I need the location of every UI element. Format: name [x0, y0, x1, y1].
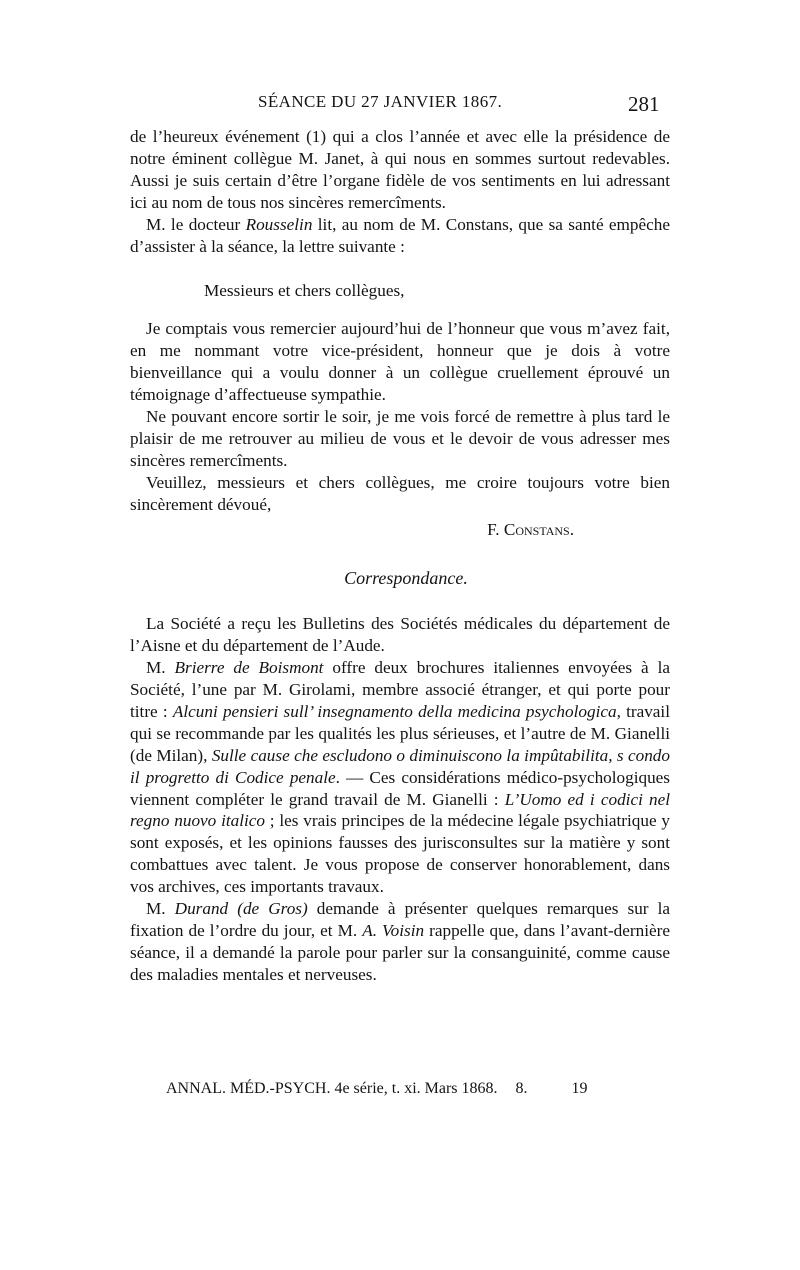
text: rappelle que, dans l’avant-dernière séance, il a demandé la parole pour parler sur la consanguinité, comme cause des maladies mentales et nerveuses.	[130, 921, 670, 984]
page-header	[0, 92, 800, 118]
journal-reference: ANNAL. MÉD.-PSYCH. 4e série, t. xi. Mars 1868.	[166, 1080, 498, 1097]
person-name: A. Voisin	[362, 921, 425, 940]
text: M. le docteur	[146, 214, 246, 234]
page-footer	[166, 1080, 588, 1098]
letter-paragraph-1: Je comptais vous remercier aujourd’hui de l’honneur que vous m’avez fait, en me nommant votre vice-président, honneur que je dois à votre bienveillance qui a voulu donner à un collègue cruellement éprouvé un témoignage d’affectueuse sympathie.	[130, 319, 670, 405]
page-body	[130, 126, 670, 986]
person-name: Durand	[174, 899, 229, 919]
text: lit, au nom de M. Constans, que sa santé empêche d’assister à la séance, la lettre suivante :	[130, 214, 670, 256]
letter-signature: F. Constans.	[487, 519, 574, 539]
letter-paragraph-2: Ne pouvant encore sortir le soir, je me vois forcé de remettre à plus tard le plaisir de me retrouver au milieu de vous et le devoir de vous adresser mes sincères remercîments.	[130, 406, 670, 470]
paragraph-rousselin	[130, 214, 670, 258]
text: ; les vrais principes de la médecine légale psychiatrique y sont exposés, et les opinions fausses des jurisconsultes sur la matière y sont combattues avec talent. Je vous propose de conserver honorablement, dans vos archives, ces importants travaux.	[130, 811, 671, 897]
running-head: SÉANCE DU 27 JANVIER 1867.	[258, 92, 503, 111]
paragraph-bulletins: La Société a reçu les Bulletins des Sociétés médicales du département de l’Aisne et du département de l’Aude.	[130, 614, 670, 656]
letter-salutation: Messieurs et chers collègues,	[204, 281, 405, 301]
person-name: Rousselin	[245, 214, 313, 234]
text: demande à présenter quelques remarques sur la fixation de l’ordre du jour, et M.	[130, 899, 670, 940]
person-name: Brierre de Boismont	[174, 658, 324, 678]
letter-paragraph-3: Veuillez, messieurs et chers collègues, me croire toujours votre bien sincèrement dévoué,	[130, 472, 670, 514]
person-name-suffix: (de Gros)	[237, 899, 308, 919]
text: M.	[146, 899, 175, 919]
page-number: 281	[628, 92, 660, 116]
paragraph-continuation: de l’heureux événement (1) qui a clos l’année et avec elle la présidence de notre éminent collègue M. Janet, à qui nous en sommes surtout redevables. Aussi je suis certain d’être l’organe fidèle de vos sentiments en lui adressant ici au nom de tous nos sincères remercîments.	[130, 127, 670, 212]
text: offre deux brochures italiennes envoyées à la Société, l’une par M. Girolami, membre associé étranger, et qui porte pour titre :	[130, 658, 670, 721]
signature-mark: 19	[571, 1080, 588, 1097]
sheet-number: 8.	[515, 1080, 528, 1097]
work-title: Sulle cause che escludono o diminuiscono la impûtabilita, s condo il progretto di Codice penale	[130, 745, 670, 787]
text: M.	[146, 658, 175, 678]
work-title: Alcuni pensieri sull’ insegnamento della medicina psychologica	[172, 701, 617, 721]
text: . — Ces considérations médico-psychologiques viennent compléter le grand travail de M. Gianelli :	[130, 767, 670, 809]
paragraph-durand	[130, 898, 670, 986]
work-title: L’Uomo ed i codici nel regno nuovo italico	[130, 789, 671, 831]
section-title: Correspondance.	[344, 568, 468, 589]
paragraph-brochures	[130, 657, 670, 898]
text: , travail qui se recommande par les qualités les plus sérieuses, et l’autre de M. Gianelli (de Milan),	[130, 701, 670, 765]
